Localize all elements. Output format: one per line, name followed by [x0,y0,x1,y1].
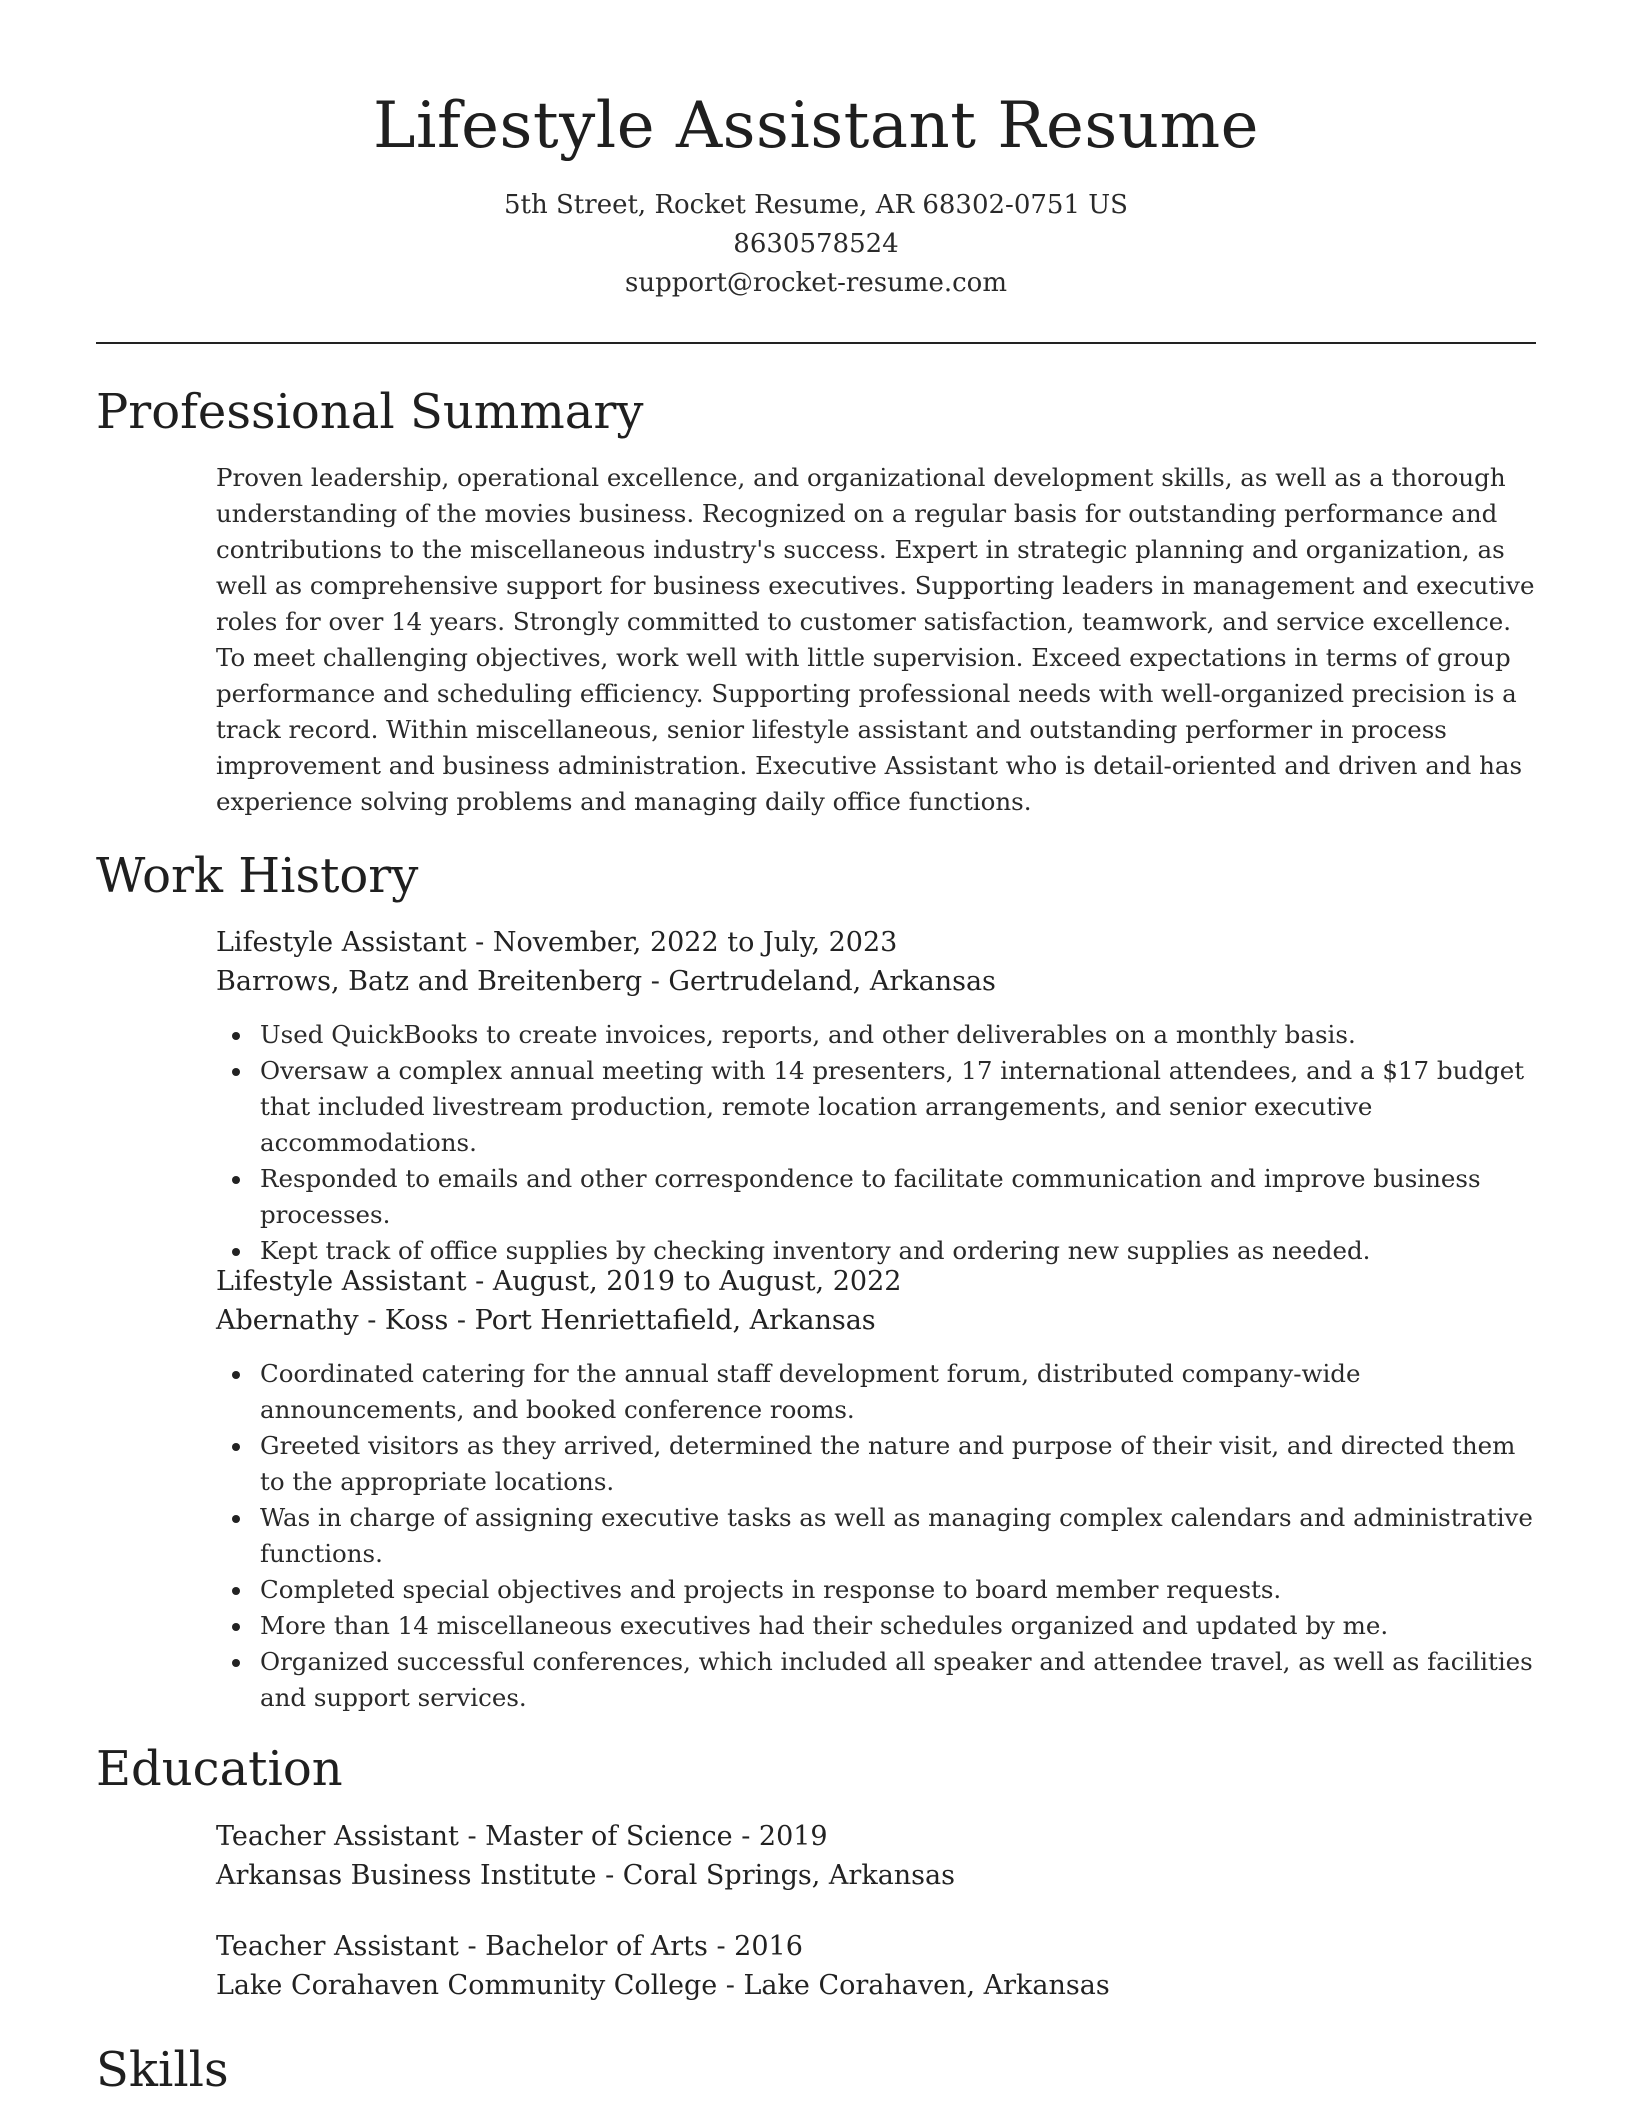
education-degree: Teacher Assistant - Bachelor of Arts - 2016 [216,1931,803,1962]
education-school: Lake Corahaven Community College - Lake Corahaven, Arkansas [216,1970,1110,2001]
section-heading-work-history: Work History [96,848,419,904]
education-school: Arkansas Business Institute - Coral Springs, Arkansas [216,1860,955,1891]
list-item: Used QuickBooks to create invoices, reports, and other deliverables on a monthly basis. [260,1017,1546,1053]
contact-phone: 8630578524 [733,229,899,259]
summary-text: Proven leadership, operational excellence, and organizational development skills, as well as a thorough understanding of the movies business. Recognized on a regular basis for outstanding performance and contributions to the miscellaneous industry's success. Expert in strategic planning and organization, as well as comprehensive support for business executives. Supporting leaders in management and executive roles for over 14 years. Strongly committed to customer satisfaction, teamwork, and service excellence. To meet challenging objectives, work well with little supervision. Exceed expectations in terms of group performance and scheduling efficiency. Supporting professional needs with well-organized precision is a track record. Within miscellaneous, senior lifestyle assistant and outstanding performer in process improvement and business administration. Executive Assistant who is detail-oriented and driven and has experience solving problems and managing daily office functions. [216,463,1535,816]
header-divider [96,342,1536,344]
education-degree: Teacher Assistant - Master of Science - 2019 [216,1821,828,1852]
contact-email: support@rocket-resume.com [624,268,1007,298]
list-item: Oversaw a complex annual meeting with 14 presenters, 17 international attendees, and a $17 budget that included livestream production, remote location arrangements, and senior executive accommodations. [260,1053,1546,1161]
job-entry [216,1262,1546,1716]
job-duties-list [216,1017,1546,1269]
section-heading-skills: Skills [96,2042,229,2098]
job-company: Abernathy - Koss - Port Henriettafield, Arkansas [216,1305,876,1336]
page-title: Lifestyle Assistant Resume [373,89,1259,163]
list-item: Was in charge of assigning executive tasks as well as managing complex calendars and administrative functions. [260,1500,1546,1572]
contact-info [0,186,1632,303]
contact-address: 5th Street, Rocket Resume, AR 68302-0751 US [504,190,1128,220]
resume-header [0,0,1632,303]
section-heading-summary: Professional Summary [96,384,644,440]
list-item: Greeted visitors as they arrived, determined the nature and purpose of their visit, and directed them to the appropriate locations. [260,1428,1546,1500]
job-duties-list [216,1356,1546,1716]
list-item: Completed special objectives and projects in response to board member requests. [260,1572,1546,1608]
education-entry [216,1927,1546,2005]
summary-section [216,460,1546,820]
job-title: Lifestyle Assistant - August, 2019 to August, 2022 [216,1266,902,1297]
list-item: Responded to emails and other correspondence to facilitate communication and improve business processes. [260,1161,1546,1233]
list-item: Coordinated catering for the annual staff development forum, distributed company-wide announcements, and booked conference rooms. [260,1356,1546,1428]
section-heading-education: Education [96,1741,343,1797]
list-item: More than 14 miscellaneous executives had their schedules organized and updated by me. [260,1608,1546,1644]
job-entry [216,923,1546,1269]
list-item: Organized successful conferences, which included all speaker and attendee travel, as well as facilities and support services. [260,1644,1546,1716]
job-title: Lifestyle Assistant - November, 2022 to July, 2023 [216,927,898,958]
education-entry [216,1817,1546,1895]
list-item: Kept track of office supplies by checking inventory and ordering new supplies as needed. [260,1233,1546,1269]
job-company: Barrows, Batz and Breitenberg - Gertrudeland, Arkansas [216,966,996,997]
